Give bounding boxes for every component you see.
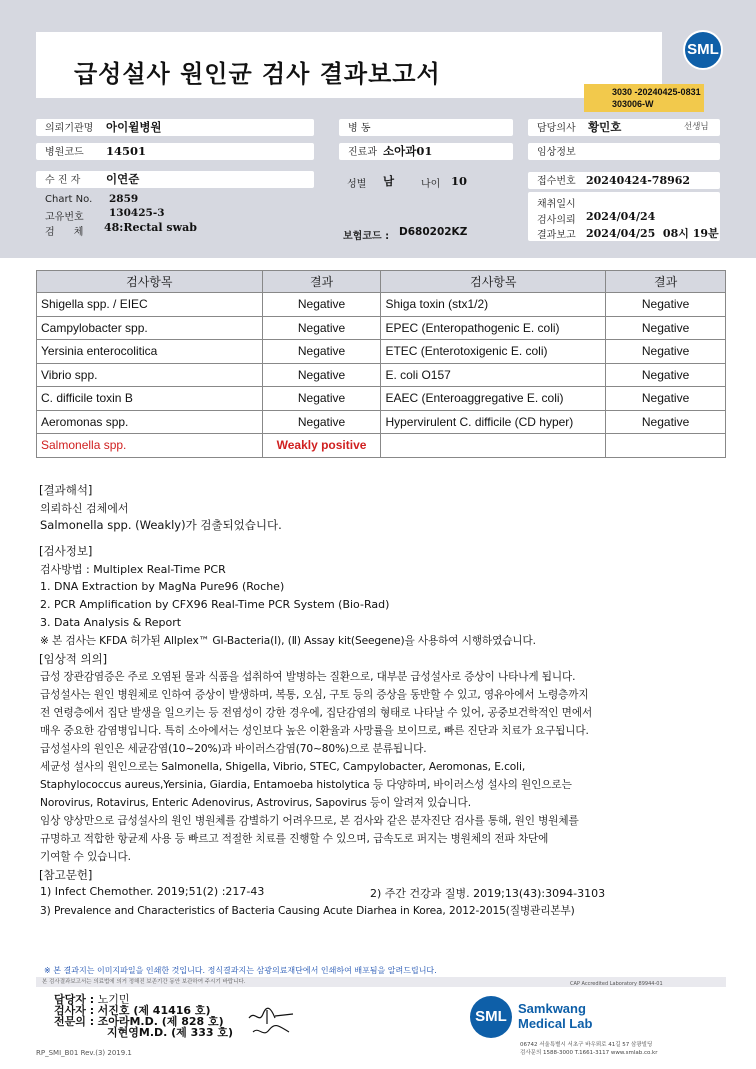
specialist-value-1: 조아라M.D. (제 828 호) [97, 1015, 224, 1028]
report-code-line2: 303006-W [612, 99, 654, 109]
test-item: C. difficile toxin B [37, 387, 263, 411]
test-item: Campylobacter spp. [37, 316, 263, 340]
table-header-row [37, 271, 726, 293]
header-item-2: 검사항목 [381, 271, 606, 293]
test-result: Negative [262, 340, 381, 364]
patient-label: 수 진 자 [45, 175, 81, 186]
doctor-suffix: 선생님 [684, 122, 709, 132]
specialist-row-2 [107, 1024, 233, 1040]
specialist-value-2: 지현영M.D. (제 333 호) [107, 1026, 234, 1039]
clinical-meaning-heading: [임상적 의의] [39, 652, 108, 666]
test-item: Hypervirulent C. difficile (CD hyper) [381, 410, 606, 434]
clinical-line: 매우 중요한 감염병입니다. 특히 소아에서는 성인보다 높은 이환율과 사망률을 보이므로, 빠른 진단과 치료가 요구됩니다. [40, 725, 589, 737]
test-item: E. coli O157 [381, 363, 606, 387]
test-result: Negative [606, 316, 726, 340]
patient-field [36, 171, 314, 188]
clinical-line: 급성설사는 원인 병원체로 인하여 증상이 발생하며, 복통, 오심, 구토 등의 증상을 동반할 수 있고, 영유아에서 노령층까지 [40, 689, 589, 701]
samkwang-logo: SML [470, 996, 512, 1038]
specimen-label: 검 체 [45, 227, 84, 238]
sml-logo: SML [683, 30, 723, 70]
clinical-line: 기여할 수 있습니다. [40, 851, 131, 863]
test-result: Negative [606, 410, 726, 434]
interpretation-heading: [결과해석] [39, 483, 93, 497]
test-result: Negative [606, 293, 726, 317]
test-result: Negative [606, 387, 726, 411]
header-result-1: 결과 [262, 271, 381, 293]
test-item: Aeromonas spp. [37, 410, 263, 434]
doctor-label: 담당의사 [537, 123, 576, 134]
test-result: Negative [262, 363, 381, 387]
patient-value: 이연준 [106, 172, 140, 186]
unique-value: 130425-3 [109, 207, 165, 219]
clinical-line: 급성 장관감염증은 주로 오염된 물과 식품을 섭취하여 발병하는 질환으로, 대부분 급성설사로 증상이 나타나게 됩니다. [40, 671, 576, 683]
chart-label: Chart No. [45, 194, 93, 205]
test-result: Negative [262, 293, 381, 317]
company-contact: 검사문의 1588-3000 T.1661-3117 www.smlab.co.kr [520, 1050, 658, 1056]
header-item-1: 검사항목 [37, 271, 263, 293]
receipt-field [528, 172, 720, 189]
table-row [37, 340, 726, 364]
clinical-line: 세균성 설사의 원인으로는 Salmonella, Shigella, Vibrio, STEC, Campylobacter, Aeromonas, E.coli, [40, 761, 526, 773]
date-box [528, 192, 720, 241]
results-table [36, 270, 726, 458]
ward-field [339, 119, 513, 136]
specimen-value: 48:Rectal swab [104, 221, 197, 234]
clinical-line: 급성설사의 원인은 세균감염(10~20%)과 바이러스감염(70~80%)으로 분류됩니다. [40, 743, 427, 755]
institution-value: 아이윌병원 [106, 120, 162, 134]
test-item: EAEC (Enteroaggregative E. coli) [381, 387, 606, 411]
reference-item: 2) 주간 건강과 질병. 2019;13(43):3094-3103 [370, 887, 606, 900]
test-info-line: 2. PCR Amplification by CFX96 Real-Time PCR System (Bio-Rad) [40, 598, 390, 611]
test-item: Vibrio spp. [37, 363, 263, 387]
image-notice: ※ 본 결과지는 이미지파일을 인쇄한 것입니다. 정식결과지는 삼광의료재단에서 인쇄하여 배포됨을 알려드립니다. [44, 966, 437, 975]
insurance-value: D680202KZ [399, 226, 468, 238]
hospital-code-value: 14501 [106, 144, 147, 158]
unique-label: 고유번호 [45, 212, 84, 223]
clinical-line: 임상 양상만으로 급성설사의 원인 병원체를 감별하기 어려우므로, 본 검사와 같은 분자진단 검사를 통해, 원인 병원체를 [40, 815, 579, 827]
ward-label: 병 동 [348, 123, 371, 134]
request-label: 검사의뢰 [537, 215, 576, 226]
table-row [37, 387, 726, 411]
test-item: EPEC (Enteropathogenic E. coli) [381, 316, 606, 340]
table-row [37, 293, 726, 317]
sex-value: 남 [383, 174, 395, 188]
report-label: 결과보고 [537, 230, 576, 241]
receipt-label: 접수번호 [537, 176, 576, 187]
cap-accreditation: CAP Accredited Laboratory 89944-01 [570, 981, 663, 987]
test-info-line: ※ 본 검사는 KFDA 허가된 Allplex™ GI-Bacteria(Ⅰ), (Ⅱ) Assay kit(Seegene)을 사용하여 시행하였습니다. [40, 635, 536, 647]
test-item: Shigella spp. / EIEC [37, 293, 263, 317]
interpretation-result: Salmonella spp. (Weakly)가 검출되었습니다. [40, 518, 282, 532]
reference-item: 3) Prevalence and Characteristics of Bacteria Causing Acute Diarhea in Korea, 2012-2015(질병관리본부) [40, 905, 575, 917]
doctor-field [528, 119, 720, 136]
staff-value: 노기민 [97, 993, 130, 1006]
specialist-label: 전문의 : [54, 1015, 95, 1028]
table-row-positive [37, 434, 726, 458]
chart-value: 2859 [109, 193, 139, 205]
test-info-line: 검사방법 : Multiplex Real-Time PCR [40, 563, 226, 576]
institution-field [36, 119, 314, 136]
clinical-line: Norovirus, Rotavirus, Enteric Adenovirus, Astrovirus, Sapovirus 등이 알려져 있습니다. [40, 797, 471, 809]
interpretation-line: 의뢰하신 검체에서 [40, 502, 129, 515]
age-label: 나이 [421, 179, 441, 190]
test-result: Negative [262, 316, 381, 340]
title-box [36, 32, 662, 98]
clinical-line: Staphylococcus aureus,Yersinia, Giardia, Entamoeba histolytica 등 다양하며, 바이러스성 설사의 원인으로는 [40, 779, 572, 791]
test-item: ETEC (Enterotoxigenic E. coli) [381, 340, 606, 364]
test-item-positive: Salmonella spp. [37, 434, 263, 458]
report-title: 급성설사 원인균 검사 결과보고서 [74, 60, 441, 88]
signature-image [245, 1004, 297, 1040]
test-result: Negative [262, 387, 381, 411]
test-result: Negative [262, 410, 381, 434]
dept-value: 소아과01 [383, 144, 433, 158]
examiner-value: 서진호 (제 41416 호) [97, 1004, 211, 1017]
clinical-field [528, 143, 720, 160]
fine-print: 본 검사결과보고서는 의료법에 의거 정해진 보존기간 동안 보관하여 주시기 바랍니다. [36, 977, 726, 987]
table-row [37, 410, 726, 434]
company-name-1: Samkwang [518, 1001, 586, 1016]
doctor-value: 황민호 [588, 120, 622, 134]
references-heading: [참고문헌] [39, 868, 93, 882]
test-result: Negative [606, 363, 726, 387]
clinical-label: 임상정보 [537, 147, 576, 158]
reference-item: 1) Infect Chemother. 2019;51(2) :217-43 [40, 885, 265, 898]
test-result [606, 434, 726, 458]
staff-label: 담당자 : [54, 993, 95, 1006]
hospital-code-label: 병원코드 [45, 147, 84, 158]
test-item: Yersinia enterocolitica [37, 340, 263, 364]
company-address: 06742 서울특별시 서초구 바우뫼로 41길 57 삼광빌딩 [520, 1042, 653, 1048]
report-code-box [584, 84, 704, 112]
report-code-line1: 3030 -20240425-0831 [612, 87, 701, 97]
test-item: Shiga toxin (stx1/2) [381, 293, 606, 317]
sex-label: 성별 [347, 179, 367, 190]
revision-code: RP_SMI_B01 Rev.(3) 2019.1 [36, 1049, 132, 1057]
report-value: 2024/04/25 08시 19분 [586, 227, 719, 240]
dept-label: 진료과 [348, 147, 377, 158]
company-name-2: Medical Lab [518, 1016, 593, 1031]
insurance-label: 보험코드 : [343, 231, 390, 242]
clinical-line: 규명하고 적합한 항균제 사용 등 빠르고 적절한 치료를 진행할 수 있으며, 급속도로 퍼지는 병원체의 전파 차단에 [40, 833, 549, 845]
table-row [37, 363, 726, 387]
clinical-line: 전 연령층에서 집단 발생을 일으키는 등 전염성이 강한 경우에, 집단감염의 형태로 나타날 수 있어, 공중보건학적인 면에서 [40, 707, 593, 719]
examiner-label: 검사자 : [54, 1004, 95, 1017]
test-info-line: 3. Data Analysis & Report [40, 616, 182, 629]
request-value: 2024/04/24 [586, 210, 656, 223]
test-item [381, 434, 606, 458]
hospital-code-field [36, 143, 314, 160]
test-result: Negative [606, 340, 726, 364]
receipt-value: 20240424-78962 [586, 174, 691, 187]
table-row [37, 316, 726, 340]
test-info-heading: [검사정보] [39, 544, 93, 558]
header-result-2: 결과 [606, 271, 726, 293]
dept-field [339, 143, 513, 160]
test-result-positive: Weakly positive [262, 434, 381, 458]
age-value: 10 [451, 174, 468, 188]
collect-label: 채취일시 [537, 199, 576, 210]
institution-label: 의뢰기관명 [45, 123, 94, 134]
test-info-line: 1. DNA Extraction by MagNa Pure96 (Roche) [40, 580, 285, 593]
